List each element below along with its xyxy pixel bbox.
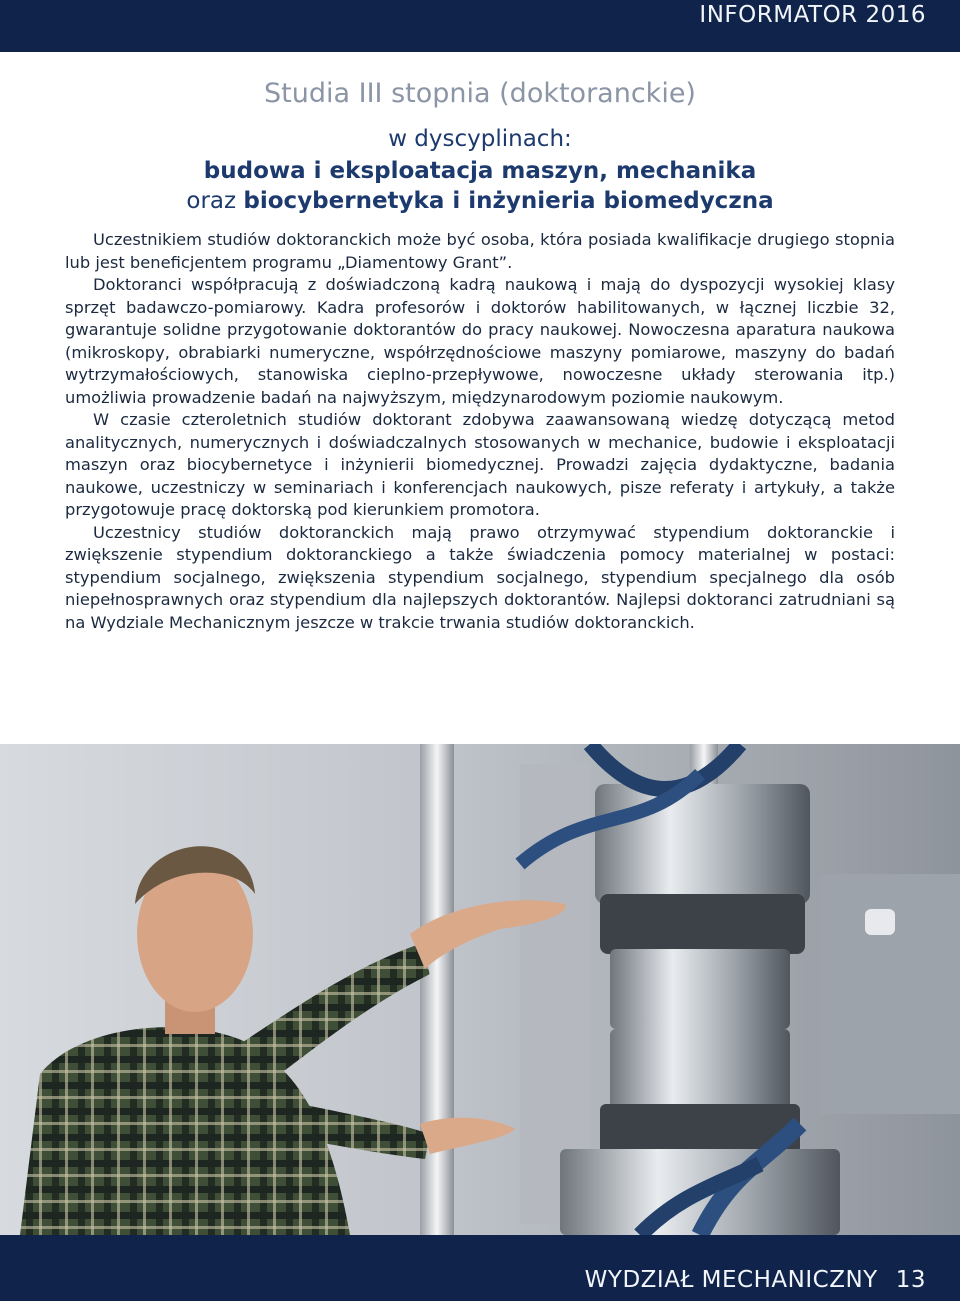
paragraph-4: Uczestnicy studiów doktoranckich mają prawo otrzymywać stypendium doktoranckie i zwiększenie stypendium doktoranckiego a także świadczenia pomocy materialnej w postaci: stypendium socjalnego, zwiększenia stypendium socjalnego, stypendium specjalnego dla osób niepełnosprawnych oraz stypendium dla najlepszych doktorantów. Najlepsi doktoranci zatrudniani są na Wydziale Mechanicznym jeszcze w trakcie trwania studiów doktoranckich. (65, 522, 895, 632)
header-title: INFORMATOR 2016 (699, 2, 926, 28)
footer-label: WYDZIAŁ MECHANICZNY (584, 1267, 878, 1293)
body-text (65, 229, 895, 634)
lab-photo-illustration (0, 744, 960, 1235)
paragraph-3: W czasie czteroletnich studiów doktorant zdobywa zaawansowaną wiedzę dotyczącą metod analitycznych, numerycznych i doświadczalnych stosowanych w mechanice, budowie i eksploatacji maszyn oraz biocybernetyce i inżynierii biomedycznej. Prowadzi zajęcia dydaktyczne, badania naukowe, uczestniczy w seminariach i konferencjach naukowych, pisze referaty i artykuły, a także przygotowuje pracę doktorską pod kierunkiem promotora. (65, 410, 895, 519)
subtitle-line-3-prefix: oraz (186, 188, 244, 214)
page-title: Studia III stopnia (doktoranckie) (264, 78, 696, 109)
page-number: 13 (895, 1267, 926, 1293)
header-bar (0, 0, 960, 52)
subtitle-line-1: w dyscyplinach: (388, 126, 572, 152)
footer-bar (0, 1235, 960, 1301)
footer-text (585, 1265, 926, 1295)
subtitle-line-3-bold: biocybernetyka i inżynieria biomedyczna (243, 188, 774, 214)
paragraph-1: Uczestnikiem studiów doktoranckich może być osoba, która posiada kwalifikacje drugiego stopnia lub jest beneficjentem programu „Diamentowy Grant”. (65, 230, 895, 272)
lab-photo (0, 744, 960, 1235)
paragraph-2: Doktoranci współpracują z doświadczoną kadrą naukową i mają do dyspozycji wysokiej klasy sprzęt badawczo-pomiarowy. Kadra profesorów i doktorów habilitowanych, w łącznej liczbie 32, gwarantuje solidne przygotowanie doktorantów do pracy naukowej. Nowoczesna aparatura naukowa (mikroskopy, obrabiarki numeryczne, współrzędnościowe maszyny pomiarowe, maszyny do badań wytrzymałościowych, stanowiska cieplno-przepływowe, nowoczesne układy sterowania itp.) umożliwia prowadzenie badań na najwyższym, międzynarodowym poziomie naukowym. (65, 275, 895, 407)
subtitle-line-2: budowa i eksploatacja maszyn, mechanika (203, 158, 757, 184)
subtitle-line-3 (0, 188, 960, 214)
